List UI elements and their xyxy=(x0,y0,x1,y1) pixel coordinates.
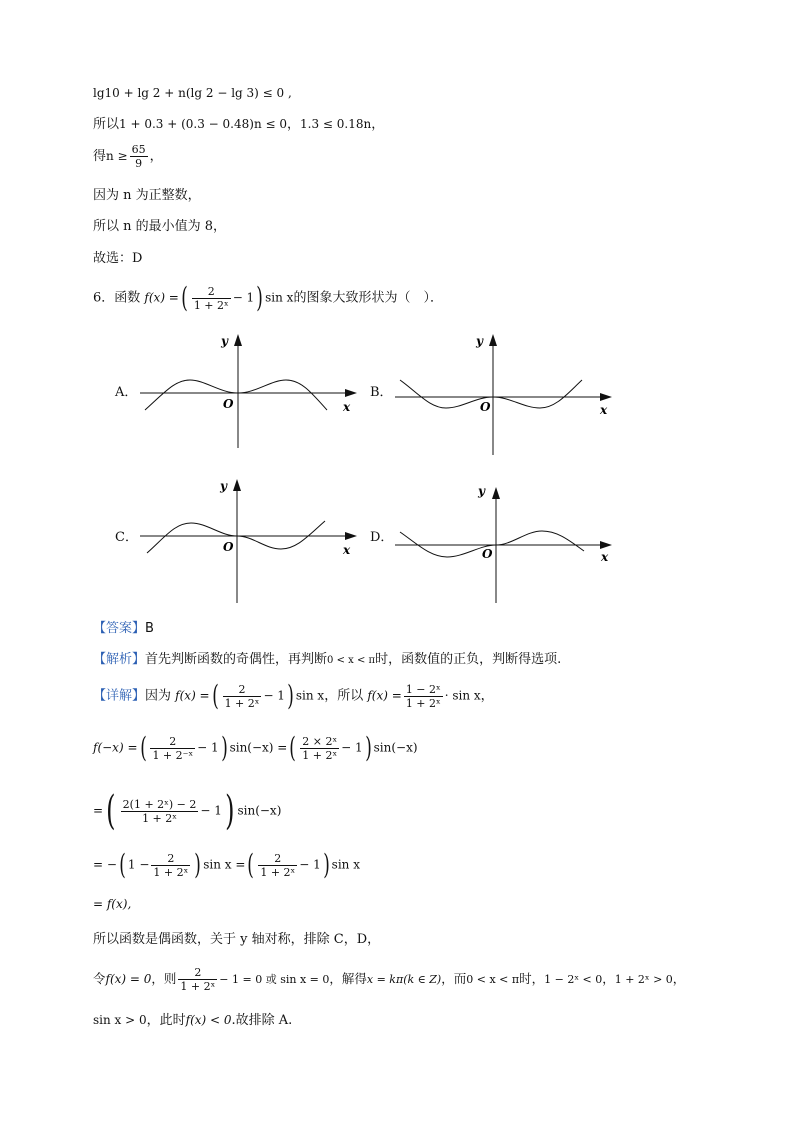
step-4: = f(x), xyxy=(93,897,132,911)
solution-line-4: 因为 n 为正整数， xyxy=(93,188,201,203)
text: 时， xyxy=(519,971,545,986)
paren-right: ) xyxy=(287,679,294,712)
option-c-label: C． xyxy=(115,530,138,545)
text: ， xyxy=(672,971,686,986)
formula: f(x) = xyxy=(175,688,210,703)
numerator: 2 xyxy=(192,285,231,299)
y-label: y xyxy=(220,479,227,493)
formula: f(x) < 0 xyxy=(185,1013,232,1027)
analysis-line xyxy=(93,650,561,671)
paren-right: ) xyxy=(220,731,228,764)
denominator: 1 + 2ˣ xyxy=(224,696,260,710)
step-2 xyxy=(93,788,282,834)
x-label: x xyxy=(601,550,609,564)
origin-label: O xyxy=(223,540,234,554)
formula: 0 < x < π xyxy=(327,655,376,666)
x-label: x xyxy=(343,400,351,414)
paren-right: ) xyxy=(364,731,372,764)
fraction xyxy=(151,852,190,879)
formula: − 1 xyxy=(263,688,285,703)
graph-option-b xyxy=(390,330,620,455)
formula: f(x) = xyxy=(144,290,179,305)
numerator: 2(1 + 2ˣ) − 2 xyxy=(122,797,197,811)
fraction xyxy=(150,735,195,762)
denominator: 1 + 2ˣ xyxy=(180,980,216,993)
fraction xyxy=(404,683,443,710)
solution-line-6: 故选：D xyxy=(93,251,143,266)
numerator: 2 xyxy=(178,966,217,980)
analysis-tag: 【解析】 xyxy=(93,652,146,667)
text: .故排除 A. xyxy=(231,1013,293,1028)
y-arrow-icon xyxy=(233,479,241,491)
answer-tag: 【答案】 xyxy=(93,621,146,636)
y-label: y xyxy=(478,484,485,498)
formula: = − xyxy=(93,857,117,872)
formula: sin x xyxy=(295,688,325,703)
step-3 xyxy=(93,850,360,880)
last-line xyxy=(93,1010,292,1031)
paren-right: ) xyxy=(194,848,202,881)
denominator: 1 + 2ˣ xyxy=(260,865,296,879)
y-label: y xyxy=(476,334,483,348)
text: 的图象大致形状为（ ）． xyxy=(293,290,443,306)
text: 首先判断函数的奇偶性，再判断 xyxy=(145,652,328,667)
text: ，所以 xyxy=(324,688,364,704)
fraction xyxy=(121,798,199,825)
formula: − 1 xyxy=(299,857,321,872)
text: ， xyxy=(371,117,385,132)
formula: f(−x) = xyxy=(93,740,138,755)
y-arrow-icon xyxy=(489,334,497,346)
numerator: 2 xyxy=(151,852,190,866)
denominator: 1 + 2ˣ xyxy=(302,748,338,762)
question-number: 6．函数 xyxy=(93,290,141,306)
text: ，此时 xyxy=(146,1013,186,1028)
numerator: 1 − 2ˣ xyxy=(405,682,441,696)
text: 所以 xyxy=(93,117,120,132)
denominator: 1 + 2ˣ xyxy=(142,811,177,825)
paren-right: ) xyxy=(322,848,330,881)
graph-option-a xyxy=(135,330,365,455)
fraction xyxy=(258,852,297,879)
text: ，解得 xyxy=(329,971,367,986)
formula: · sin x xyxy=(444,688,481,703)
paren-left: ( xyxy=(211,679,219,712)
formula: − 1 xyxy=(200,803,222,818)
text: ， xyxy=(149,149,163,164)
x-label: x xyxy=(600,403,608,417)
fraction xyxy=(223,683,262,710)
solution-line-3 xyxy=(93,143,163,170)
curve xyxy=(145,380,327,410)
fraction xyxy=(178,966,217,993)
origin-label: O xyxy=(480,400,491,414)
formula: sin x > 0 xyxy=(93,1013,147,1027)
numerator: 2 xyxy=(258,852,297,866)
formula: − 1 = 0 或 sin x = 0 xyxy=(219,973,330,986)
formula: 1.3 ≤ 0.18n xyxy=(300,117,372,131)
fraction xyxy=(130,143,148,170)
formula: 1 − xyxy=(127,857,150,872)
formula: f(x) = 0 xyxy=(105,972,152,986)
option-b-label: B． xyxy=(370,385,393,400)
formula: sin x = xyxy=(203,857,246,872)
paren-left: ( xyxy=(139,731,147,764)
y-label: y xyxy=(221,334,228,348)
numerator: 65 xyxy=(131,143,146,156)
formula: − 1 xyxy=(232,290,255,305)
fraction xyxy=(192,285,231,312)
solution-line-2 xyxy=(93,114,384,135)
text: ， xyxy=(602,971,615,986)
paren-left: ( xyxy=(289,731,297,764)
numerator: 2 xyxy=(150,735,195,749)
origin-label: O xyxy=(482,547,493,561)
formula: sin x xyxy=(265,290,294,305)
formula: n ≥ xyxy=(106,149,128,163)
fraction xyxy=(300,735,339,762)
zero-analysis-line xyxy=(93,966,685,993)
text: 令 xyxy=(93,971,106,986)
y-arrow-icon xyxy=(234,334,242,346)
question-6 xyxy=(93,283,443,313)
numerator: 2 xyxy=(223,683,262,697)
numerator: 2 × 2ˣ xyxy=(302,734,338,748)
x-arrow-icon xyxy=(600,541,612,549)
text: ，而 xyxy=(441,971,467,986)
detail-line xyxy=(93,681,494,711)
formula: 1 − 2ˣ < 0 xyxy=(544,973,603,986)
option-d-label: D． xyxy=(370,530,394,545)
formula: sin(−x) xyxy=(237,803,282,818)
paren-right: ) xyxy=(224,788,235,834)
formula: 1 + 0.3 + (0.3 − 0.48)n ≤ 0 xyxy=(119,117,287,131)
text: ， xyxy=(287,117,301,132)
paren-right: ) xyxy=(256,281,263,314)
curve xyxy=(400,380,582,408)
x-arrow-icon xyxy=(345,532,357,540)
text: 因为 xyxy=(145,688,172,704)
formula: sin(−x) xyxy=(373,740,418,755)
x-arrow-icon xyxy=(345,389,357,397)
denominator: 1 + 2ˣ xyxy=(153,865,189,879)
denominator: 1 + 2ˣ xyxy=(405,696,441,710)
formula: f(x) = xyxy=(367,688,402,703)
option-a-label: A． xyxy=(115,385,138,400)
denominator: 1 + 2ˣ xyxy=(193,298,229,312)
text: 得 xyxy=(93,149,107,164)
text: ，则 xyxy=(151,971,177,986)
solution-line-5: 所以 n 的最小值为 8， xyxy=(93,219,227,234)
graph-option-c xyxy=(135,475,365,605)
conclusion-line: 所以函数是偶函数，关于 y 轴对称，排除 C，D， xyxy=(93,932,381,947)
paren-left: ( xyxy=(247,848,255,881)
x-arrow-icon xyxy=(600,393,612,401)
answer-line xyxy=(93,619,154,639)
solution-line-1: lg10 + lg 2 + n(lg 2 − lg 3) ≤ 0 , xyxy=(93,86,292,100)
paren-left: ( xyxy=(106,788,116,834)
paren-left: ( xyxy=(181,281,188,314)
denominator: 9 xyxy=(135,157,143,170)
formula: sin(−x) = xyxy=(229,740,288,755)
formula: − 1 xyxy=(341,740,363,755)
answer-value: B xyxy=(145,621,154,636)
y-arrow-icon xyxy=(492,487,500,499)
formula: 0 < x < π xyxy=(466,973,520,986)
formula: − 1 xyxy=(197,740,219,755)
denominator: 1 + 2⁻ˣ xyxy=(152,748,194,762)
paren-left: ( xyxy=(119,848,126,881)
text: 时，函数值的正负，判断得选项. xyxy=(375,652,562,667)
x-label: x xyxy=(343,543,351,557)
graph-option-d xyxy=(390,475,620,605)
step-1 xyxy=(93,733,418,763)
formula: x = kπ(k ∈ Z) xyxy=(366,973,442,986)
formula: sin x xyxy=(331,857,360,872)
formula: = xyxy=(93,803,104,818)
text: ， xyxy=(480,688,494,704)
formula: 1 + 2ˣ > 0 xyxy=(614,973,673,986)
curve xyxy=(147,521,325,553)
detail-tag: 【详解】 xyxy=(93,688,146,704)
origin-label: O xyxy=(223,397,234,411)
